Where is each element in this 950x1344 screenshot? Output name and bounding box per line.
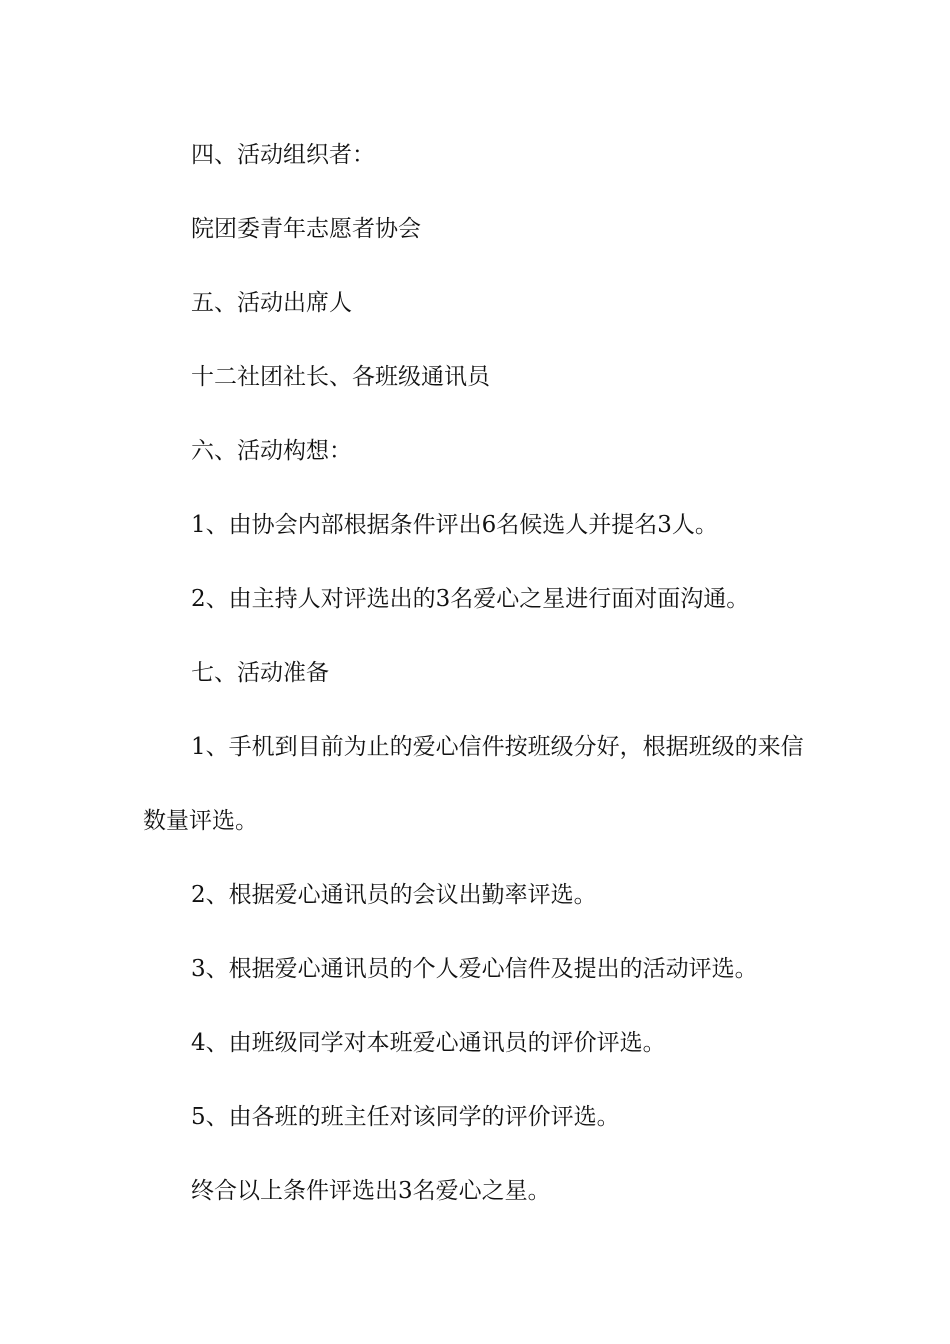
attendees-text: 十二社团社长、各班级通讯员: [191, 364, 490, 390]
document-body: [143, 118, 813, 1228]
preparation-item: 4、由班级同学对本班爱心通讯员的评价评选。: [191, 1030, 666, 1056]
preparation-item: 1、手机到目前为止的爱心信件按班级分好，根据班级的来信数量评选。: [143, 734, 804, 834]
conclusion-text: 终合以上条件评选出3名爱心之星。: [191, 1178, 551, 1204]
section-heading-concept: 六、活动构想：: [191, 438, 352, 464]
section-heading-preparation: 七、活动准备: [191, 660, 329, 686]
section-heading-organizer: 四、活动组织者：: [191, 142, 375, 168]
preparation-item: 5、由各班的班主任对该同学的评价评选。: [191, 1104, 620, 1130]
organizer-text: 院团委青年志愿者协会: [191, 216, 421, 242]
concept-item: 2、由主持人对评选出的3名爱心之星进行面对面沟通。: [191, 586, 750, 612]
concept-item: 1、由协会内部根据条件评出6名候选人并提名3人。: [191, 512, 718, 538]
section-heading-attendees: 五、活动出席人: [191, 290, 352, 316]
preparation-item: 3、根据爱心通讯员的个人爱心信件及提出的活动评选。: [191, 956, 758, 982]
preparation-item: 2、根据爱心通讯员的会议出勤率评选。: [191, 882, 597, 908]
